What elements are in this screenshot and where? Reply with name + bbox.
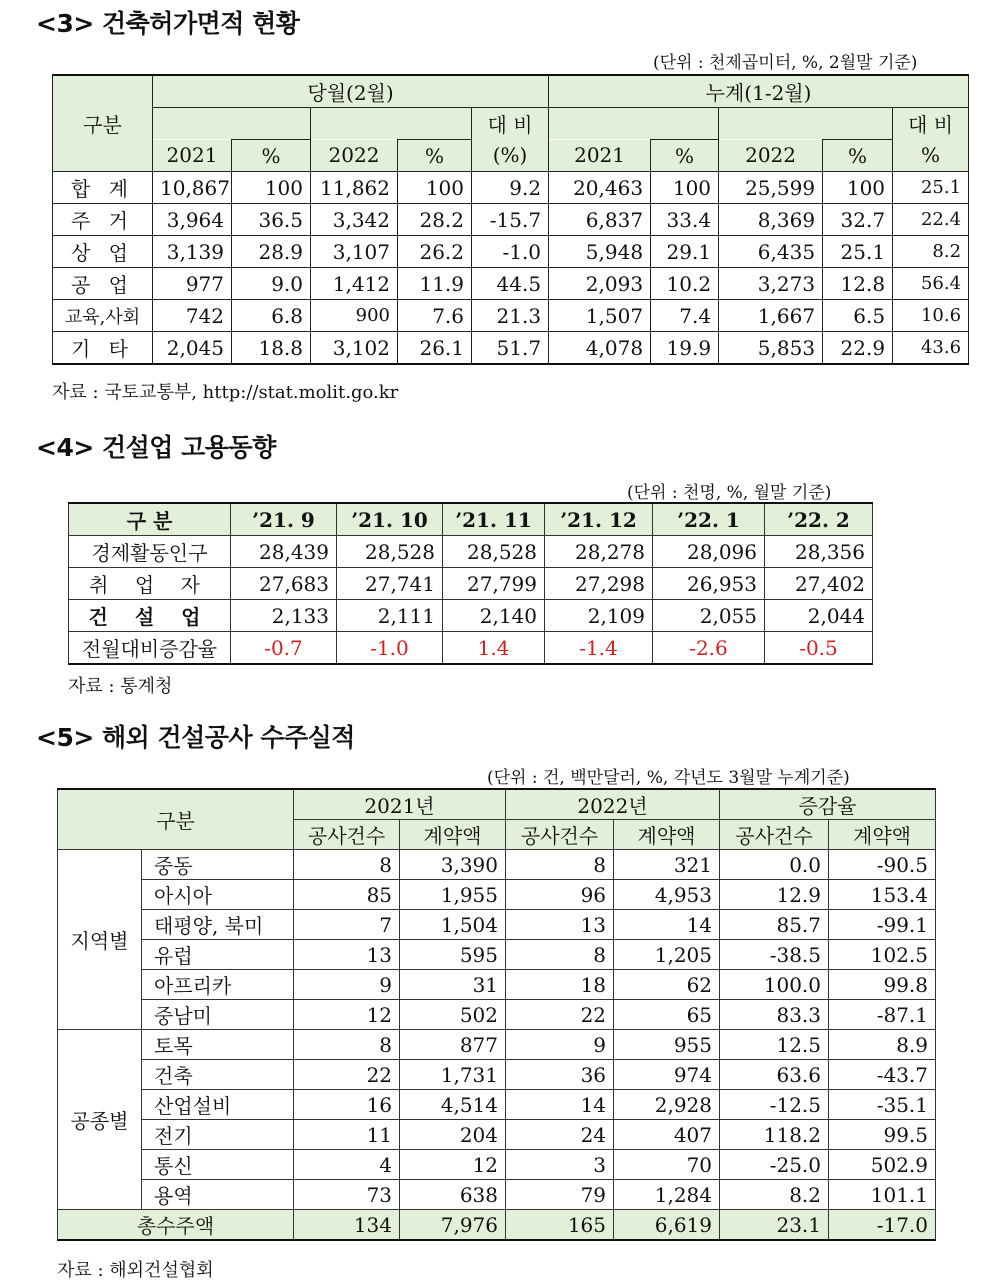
header-blank <box>153 108 311 140</box>
header-2022: 2022 <box>311 140 398 172</box>
table-cell: 638 <box>400 1180 506 1210</box>
table-row <box>53 300 969 332</box>
overseas-construction-table <box>57 788 936 1241</box>
total-cell: -17.0 <box>829 1210 936 1241</box>
total-cell: 134 <box>294 1210 400 1241</box>
header-month: ’21. 12 <box>545 503 653 536</box>
table-cell: 85 <box>294 880 400 910</box>
building-permit-table <box>52 74 969 365</box>
row-label: 기 타 <box>53 332 153 365</box>
table-cell: 9 <box>506 1030 614 1060</box>
table-cell: 22 <box>294 1060 400 1090</box>
table-cell: 118.2 <box>720 1120 829 1150</box>
header-month: ’21. 10 <box>337 503 443 536</box>
table-cell: 3,102 <box>311 332 398 365</box>
table-cell: 100 <box>823 172 893 204</box>
table-cell: 16 <box>294 1090 400 1120</box>
table-cell: 28,096 <box>653 536 765 568</box>
table-cell: 79 <box>506 1180 614 1210</box>
table-cell: 7.6 <box>398 300 472 332</box>
table-cell: 407 <box>614 1120 720 1150</box>
header-gubun: 구분 <box>53 75 153 172</box>
section3-source: 자료 : 국토교통부, http://stat.molit.go.kr <box>52 382 399 403</box>
table-cell: 28,528 <box>443 536 545 568</box>
table-cell: 22.4 <box>893 204 969 236</box>
table-cell: 14 <box>506 1090 614 1120</box>
row-label: 유럽 <box>142 940 294 970</box>
total-cell: 165 <box>506 1210 614 1241</box>
table-cell: 955 <box>614 1030 720 1060</box>
table-cell: 4 <box>294 1150 400 1180</box>
table-cell: 22 <box>506 1000 614 1030</box>
header-ratio-bottom: (%) <box>472 140 549 172</box>
construction-employment-table <box>68 502 873 665</box>
table-row <box>53 268 969 300</box>
table-cell: 26.1 <box>398 332 472 365</box>
table-cell: 18.8 <box>232 332 311 365</box>
table-cell: 4,078 <box>549 332 651 365</box>
table-cell: 5,948 <box>549 236 651 268</box>
table-row <box>53 332 969 365</box>
header-count: 공사건수 <box>294 820 400 850</box>
header-pct: % <box>398 140 472 172</box>
header-cum-ratio-bottom: % <box>893 140 969 172</box>
table-cell: 19.9 <box>651 332 719 365</box>
row-label: 아프리카 <box>142 970 294 1000</box>
section4-source: 자료 : 통계청 <box>68 676 173 697</box>
table-cell: 2,045 <box>153 332 232 365</box>
table-cell: 44.5 <box>472 268 549 300</box>
table-cell: 28,528 <box>337 536 443 568</box>
table-cell: 10.6 <box>893 300 969 332</box>
table-cell: 43.6 <box>893 332 969 365</box>
row-label: 산업설비 <box>142 1090 294 1120</box>
table-cell: 595 <box>400 940 506 970</box>
table-cell: 12 <box>294 1000 400 1030</box>
table-cell: 25.1 <box>893 172 969 204</box>
row-label: 상 업 <box>53 236 153 268</box>
table-cell: 321 <box>614 850 720 880</box>
table-cell: 8 <box>294 850 400 880</box>
table-cell: 8.2 <box>720 1180 829 1210</box>
table-cell: 977 <box>153 268 232 300</box>
row-label: 중남미 <box>142 1000 294 1030</box>
row-label: 태평양, 북미 <box>142 910 294 940</box>
table-cell: -15.7 <box>472 204 549 236</box>
table-cell: 26.2 <box>398 236 472 268</box>
table-cell: 25,599 <box>719 172 823 204</box>
table-row <box>58 1120 936 1150</box>
table-cell: -1.0 <box>337 632 443 665</box>
table-row <box>58 1180 936 1210</box>
table-cell: -0.5 <box>765 632 873 665</box>
table-row <box>58 880 936 910</box>
table-cell: 51.7 <box>472 332 549 365</box>
table-cell: 99.5 <box>829 1120 936 1150</box>
table-cell: 83.3 <box>720 1000 829 1030</box>
table-cell: 65 <box>614 1000 720 1030</box>
row-label: 합 계 <box>53 172 153 204</box>
header-cum-ratio-top: 대 비 <box>893 108 969 140</box>
table-cell: -12.5 <box>720 1090 829 1120</box>
table-cell: 3,273 <box>719 268 823 300</box>
table-cell: 28.2 <box>398 204 472 236</box>
table-cell: 63.6 <box>720 1060 829 1090</box>
table-cell: 56.4 <box>893 268 969 300</box>
table-cell: 11 <box>294 1120 400 1150</box>
table-cell: 502.9 <box>829 1150 936 1180</box>
table-row <box>58 1000 936 1030</box>
header-month-group: 당월(2월) <box>153 75 549 108</box>
table-cell: 12.5 <box>720 1030 829 1060</box>
table-cell: 100.0 <box>720 970 829 1000</box>
table-cell: -99.1 <box>829 910 936 940</box>
section3-title: <3> 건축허가면적 현황 <box>36 9 300 38</box>
header-blank <box>719 108 893 140</box>
header-2021: 2021년 <box>294 789 506 820</box>
table-cell: -87.1 <box>829 1000 936 1030</box>
table-cell: 4,953 <box>614 880 720 910</box>
table-row <box>58 1150 936 1180</box>
table-cell: 10,867 <box>153 172 232 204</box>
section5-source: 자료 : 해외건설협회 <box>57 1260 214 1281</box>
header-amount: 계약액 <box>400 820 506 850</box>
header-ratio-top: 대 비 <box>472 108 549 140</box>
table-cell: 1,667 <box>719 300 823 332</box>
table-cell: 8 <box>294 1030 400 1060</box>
table-cell: 85.7 <box>720 910 829 940</box>
row-label: 공 업 <box>53 268 153 300</box>
group-label: 공종별 <box>58 1030 142 1210</box>
section3-unit: (단위 : 천제곱미터, %, 2월말 기준) <box>653 53 918 73</box>
table-cell: -0.7 <box>231 632 337 665</box>
table-cell: 6.5 <box>823 300 893 332</box>
table-cell: 33.4 <box>651 204 719 236</box>
table-cell: 204 <box>400 1120 506 1150</box>
table-cell: 6.8 <box>232 300 311 332</box>
table-cell: -38.5 <box>720 940 829 970</box>
table-cell: 1,507 <box>549 300 651 332</box>
row-label: 전월대비증감율 <box>69 632 231 665</box>
table-cell: 1,412 <box>311 268 398 300</box>
table-cell: 1,955 <box>400 880 506 910</box>
table-cell: 2,140 <box>443 600 545 632</box>
table-row <box>53 172 969 204</box>
table-cell: 99.8 <box>829 970 936 1000</box>
table-cell: 9 <box>294 970 400 1000</box>
row-label: 취 업 자 <box>69 568 231 600</box>
row-label: 전기 <box>142 1120 294 1150</box>
table-cell: 28.9 <box>232 236 311 268</box>
table-cell: 3,107 <box>311 236 398 268</box>
table-cell: 1,504 <box>400 910 506 940</box>
table-cell: 6,435 <box>719 236 823 268</box>
table-row <box>69 568 873 600</box>
table-cell: 25.1 <box>823 236 893 268</box>
table-cell: 1,284 <box>614 1180 720 1210</box>
row-label: 아시아 <box>142 880 294 910</box>
header-count: 공사건수 <box>506 820 614 850</box>
table-cell: 73 <box>294 1180 400 1210</box>
table-cell: 1.4 <box>443 632 545 665</box>
header-2021: 2021 <box>153 140 232 172</box>
table-cell: 8.9 <box>829 1030 936 1060</box>
table-cell: -25.0 <box>720 1150 829 1180</box>
table-cell: 3,139 <box>153 236 232 268</box>
row-label: 교육,사회 <box>53 300 153 332</box>
row-label: 토목 <box>142 1030 294 1060</box>
header-cum-group: 누계(1-2월) <box>549 75 969 108</box>
table-cell: 3,390 <box>400 850 506 880</box>
table-cell: 2,133 <box>231 600 337 632</box>
row-label: 건 설 업 <box>69 600 231 632</box>
header-2022: 2022 <box>719 140 823 172</box>
table-cell: 14 <box>614 910 720 940</box>
table-cell: 2,111 <box>337 600 443 632</box>
group-label: 지역별 <box>58 850 142 1030</box>
table-cell: 100 <box>651 172 719 204</box>
row-label: 건축 <box>142 1060 294 1090</box>
table-cell: 4,514 <box>400 1090 506 1120</box>
header-month: ’21. 9 <box>231 503 337 536</box>
table-cell: 27,683 <box>231 568 337 600</box>
table-row <box>69 536 873 568</box>
table-cell: 27,799 <box>443 568 545 600</box>
table-cell: 20,463 <box>549 172 651 204</box>
table-cell: 70 <box>614 1150 720 1180</box>
total-cell: 6,619 <box>614 1210 720 1241</box>
table-cell: 2,055 <box>653 600 765 632</box>
table-row <box>69 600 873 632</box>
table-cell: -43.7 <box>829 1060 936 1090</box>
table-cell: 153.4 <box>829 880 936 910</box>
table-cell: -35.1 <box>829 1090 936 1120</box>
table-cell: 24 <box>506 1120 614 1150</box>
table-cell: 5,853 <box>719 332 823 365</box>
table-cell: 3 <box>506 1150 614 1180</box>
table-cell: 28,439 <box>231 536 337 568</box>
header-month: ’22. 1 <box>653 503 765 536</box>
table-cell: 12.9 <box>720 880 829 910</box>
header-amount: 계약액 <box>829 820 936 850</box>
table-cell: 2,044 <box>765 600 873 632</box>
header-blank <box>311 108 472 140</box>
header-month: ’21. 11 <box>443 503 545 536</box>
table-cell: 1,731 <box>400 1060 506 1090</box>
table-cell: 27,741 <box>337 568 443 600</box>
table-row <box>58 1060 936 1090</box>
header-pct: % <box>651 140 719 172</box>
table-cell: 101.1 <box>829 1180 936 1210</box>
table-cell: 12 <box>400 1150 506 1180</box>
table-cell: 28,356 <box>765 536 873 568</box>
table-cell: 22.9 <box>823 332 893 365</box>
header-amount: 계약액 <box>614 820 720 850</box>
section5-title: <5> 해외 건설공사 수주실적 <box>36 723 355 752</box>
table-cell: 6,837 <box>549 204 651 236</box>
table-cell: 2,093 <box>549 268 651 300</box>
table-cell: 13 <box>506 910 614 940</box>
table-cell: 62 <box>614 970 720 1000</box>
total-row <box>58 1210 936 1241</box>
table-row <box>69 632 873 665</box>
table-cell: 13 <box>294 940 400 970</box>
table-cell: 0.0 <box>720 850 829 880</box>
table-cell: 26,953 <box>653 568 765 600</box>
table-row <box>58 1030 936 1060</box>
table-cell: 96 <box>506 880 614 910</box>
table-cell: 974 <box>614 1060 720 1090</box>
section4-unit: (단위 : 천명, %, 월말 기준) <box>627 483 832 503</box>
table-row <box>53 236 969 268</box>
row-label: 용역 <box>142 1180 294 1210</box>
table-cell: 11.9 <box>398 268 472 300</box>
table-cell: 1,205 <box>614 940 720 970</box>
header-2021: 2021 <box>549 140 651 172</box>
table-cell: 3,964 <box>153 204 232 236</box>
section5-unit: (단위 : 건, 백만달러, %, 각년도 3월말 누계기준) <box>487 768 850 788</box>
table-row <box>58 970 936 1000</box>
table-cell: 36 <box>506 1060 614 1090</box>
row-label: 주 거 <box>53 204 153 236</box>
table-cell: 21.3 <box>472 300 549 332</box>
table-cell: 2,928 <box>614 1090 720 1120</box>
header-blank <box>549 108 719 140</box>
table-cell: 7.4 <box>651 300 719 332</box>
table-cell: -90.5 <box>829 850 936 880</box>
header-pct: % <box>232 140 311 172</box>
table-cell: -1.0 <box>472 236 549 268</box>
table-row <box>58 940 936 970</box>
table-cell: 12.8 <box>823 268 893 300</box>
table-cell: 9.0 <box>232 268 311 300</box>
header-gubun: 구분 <box>58 789 294 850</box>
table-row <box>53 204 969 236</box>
header-2022: 2022년 <box>506 789 720 820</box>
table-cell: 31 <box>400 970 506 1000</box>
table-cell: 877 <box>400 1030 506 1060</box>
header-change: 증감율 <box>720 789 936 820</box>
table-cell: 900 <box>311 300 398 332</box>
table-cell: 2,109 <box>545 600 653 632</box>
table-cell: 8.2 <box>893 236 969 268</box>
table-cell: -1.4 <box>545 632 653 665</box>
table-row <box>58 850 936 880</box>
total-cell: 7,976 <box>400 1210 506 1241</box>
table-cell: 29.1 <box>651 236 719 268</box>
table-cell: 100 <box>232 172 311 204</box>
table-cell: 8 <box>506 850 614 880</box>
table-cell: 502 <box>400 1000 506 1030</box>
row-label: 경제활동인구 <box>69 536 231 568</box>
table-row <box>58 1090 936 1120</box>
table-cell: 28,278 <box>545 536 653 568</box>
table-cell: 10.2 <box>651 268 719 300</box>
table-cell: 27,298 <box>545 568 653 600</box>
table-cell: 742 <box>153 300 232 332</box>
table-cell: 18 <box>506 970 614 1000</box>
table-cell: -2.6 <box>653 632 765 665</box>
table-cell: 32.7 <box>823 204 893 236</box>
table-cell: 11,862 <box>311 172 398 204</box>
table-cell: 102.5 <box>829 940 936 970</box>
table-cell: 36.5 <box>232 204 311 236</box>
table-row <box>58 910 936 940</box>
table-cell: 7 <box>294 910 400 940</box>
section4-title: <4> 건설업 고용동향 <box>36 433 276 462</box>
header-count: 공사건수 <box>720 820 829 850</box>
table-cell: 3,342 <box>311 204 398 236</box>
row-label: 통신 <box>142 1150 294 1180</box>
total-label: 총수주액 <box>58 1210 294 1241</box>
header-pct: % <box>823 140 893 172</box>
header-month: ’22. 2 <box>765 503 873 536</box>
table-cell: 100 <box>398 172 472 204</box>
total-cell: 23.1 <box>720 1210 829 1241</box>
table-cell: 27,402 <box>765 568 873 600</box>
table-cell: 8 <box>506 940 614 970</box>
row-label: 중동 <box>142 850 294 880</box>
table-cell: 9.2 <box>472 172 549 204</box>
table-cell: 8,369 <box>719 204 823 236</box>
header-gubun: 구 분 <box>69 503 231 536</box>
